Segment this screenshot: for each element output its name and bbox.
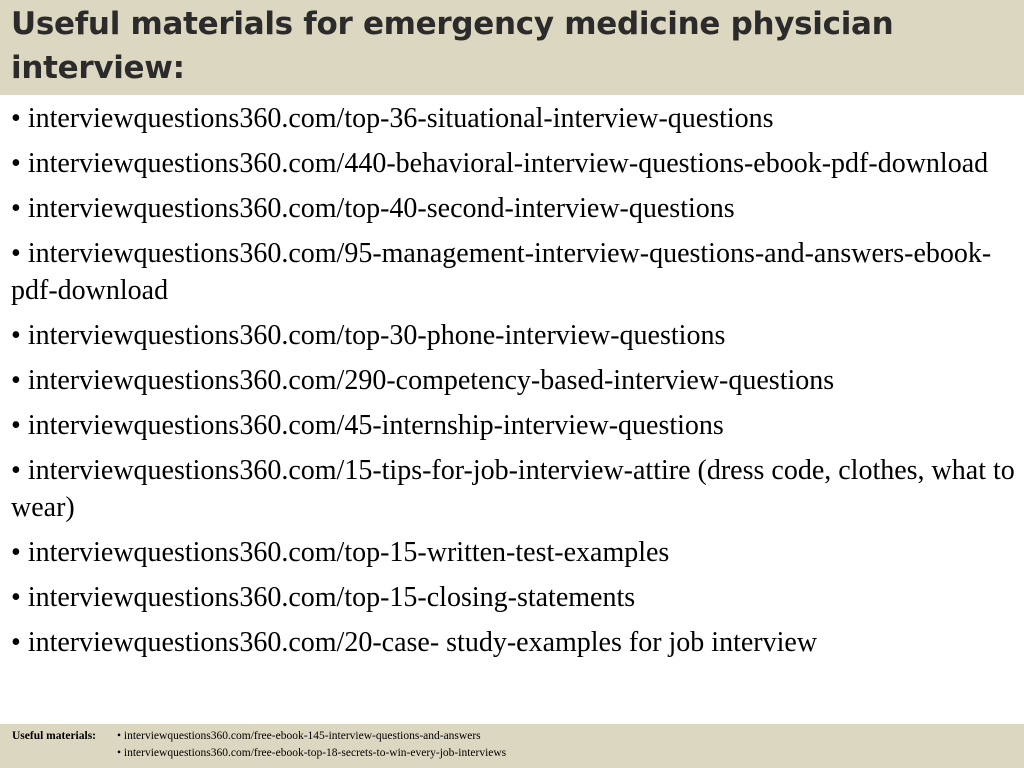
bullet: • <box>11 365 21 396</box>
footer-row <box>12 745 506 762</box>
list-item <box>11 362 1015 399</box>
footer-label-separator: : <box>92 730 97 742</box>
materials-list <box>11 100 1015 669</box>
list-item <box>11 407 1015 444</box>
list-item <box>11 317 1015 354</box>
footer-row <box>12 728 506 745</box>
bullet: • <box>11 103 21 134</box>
bullet: • <box>11 410 21 441</box>
list-item-link[interactable]: interviewquestions360.com/15-tips-for-job-interview-attire (dress code, clothes, what to wear) <box>11 455 1015 523</box>
list-item-link[interactable]: interviewquestions360.com/20-case- study-examples for job interview <box>27 627 818 658</box>
bullet: • <box>11 627 21 658</box>
list-item <box>11 579 1015 616</box>
list-item-link[interactable]: interviewquestions360.com/top-40-second-interview-questions <box>27 193 735 224</box>
footer-bullet: • <box>117 730 122 742</box>
list-item <box>11 235 1015 309</box>
list-item <box>11 100 1015 137</box>
list-item-link[interactable]: interviewquestions360.com/95-management-interview-questions-and-answers-ebook-pdf-download <box>11 238 992 306</box>
title-band <box>0 0 1024 95</box>
list-item-link[interactable]: interviewquestions360.com/top-15-closing-statements <box>27 582 636 613</box>
list-item-link[interactable]: interviewquestions360.com/top-15-written-test-examples <box>27 537 670 568</box>
footer-link[interactable]: interviewquestions360.com/free-ebook-145-interview-questions-and-answers <box>123 730 481 742</box>
page-title: Useful materials for emergency medicine physician interview: <box>11 6 894 86</box>
list-item <box>11 452 1015 526</box>
bullet: • <box>11 537 21 568</box>
bullet: • <box>11 238 21 269</box>
bullet: • <box>11 193 21 224</box>
list-item <box>11 145 1015 182</box>
footer-label <box>12 728 117 745</box>
footer-content <box>12 728 506 762</box>
list-item-link[interactable]: interviewquestions360.com/top-36-situational-interview-questions <box>27 103 774 134</box>
footer-label-text: Useful materials <box>12 730 93 742</box>
list-item-link[interactable]: interviewquestions360.com/top-30-phone-interview-questions <box>27 320 726 351</box>
footer-link[interactable]: interviewquestions360.com/free-ebook-top-18-secrets-to-win-every-job-interviews <box>123 747 507 759</box>
bullet: • <box>11 148 21 179</box>
list-item-link[interactable]: interviewquestions360.com/45-internship-interview-questions <box>27 410 724 441</box>
footer-bullet: • <box>117 747 122 759</box>
list-item-link[interactable]: interviewquestions360.com/440-behavioral-interview-questions-ebook-pdf-download <box>27 148 989 179</box>
list-item-link[interactable]: interviewquestions360.com/290-competency-based-interview-questions <box>27 365 835 396</box>
list-item <box>11 534 1015 571</box>
list-item <box>11 624 1015 661</box>
bullet: • <box>11 455 21 486</box>
list-item <box>11 190 1015 227</box>
bullet: • <box>11 582 21 613</box>
footer-band <box>0 724 1024 768</box>
bullet: • <box>11 320 21 351</box>
